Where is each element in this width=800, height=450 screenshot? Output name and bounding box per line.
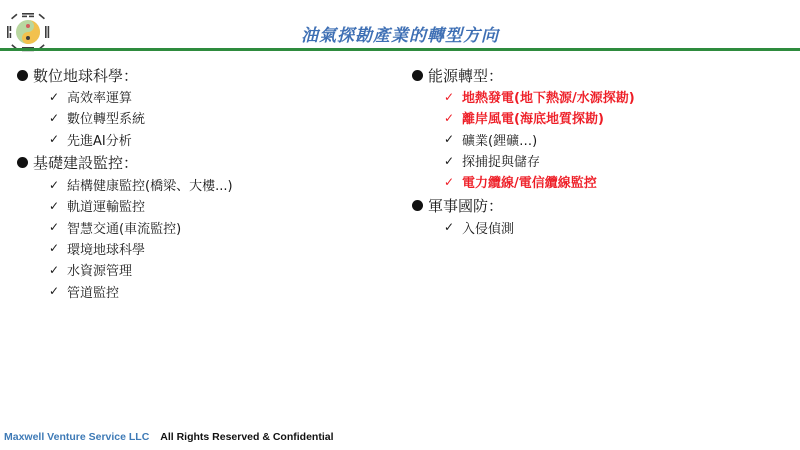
list-item [49,86,377,107]
section [17,64,377,150]
bullet-icon [17,70,28,81]
checkmark-icon: ✓ [444,174,455,189]
section-title [412,194,792,216]
checkmark-icon: ✓ [49,262,60,277]
list-item [49,216,377,237]
list-item [444,107,792,128]
item-list [49,86,377,150]
item-list [444,86,792,192]
section-title [17,152,377,174]
list-item-text: 高效率運算 [67,91,133,107]
bullet-icon [17,157,28,168]
list-item [49,280,377,301]
footer-brand: Maxwell Venture Service LLC [4,431,150,443]
checkmark-icon: ✓ [49,89,60,104]
list-item-text: 結構健康監控(橋梁、大樓...) [67,179,233,195]
taiji-trigram-logo-icon [6,12,50,52]
list-item-text: 軌道運輸監控 [67,200,146,216]
list-item [49,174,377,195]
section-title-text: 基礎建設監控： [33,154,139,173]
item-list [444,216,792,237]
list-item [49,195,377,216]
section-title-text: 能源轉型： [428,66,504,85]
right-column [412,64,792,240]
list-item [49,129,377,150]
list-item-text: 先進AI分析 [67,133,132,149]
checkmark-icon: ✓ [49,177,60,192]
page-title: 油氣探勘產業的轉型方向 [301,26,499,46]
title-divider [0,48,800,51]
list-item-text: 智慧交通(車流監控) [67,221,182,237]
list-item-text: 探捕捉與儲存 [462,155,541,171]
list-item [444,216,792,237]
list-item [444,86,792,107]
bullet-icon [412,70,423,81]
checkmark-icon: ✓ [444,153,455,168]
footer [4,431,334,443]
checkmark-icon: ✓ [49,132,60,147]
section-title-text: 軍事國防： [428,196,504,215]
section [412,64,792,192]
checkmark-icon: ✓ [49,110,60,125]
section-title [412,64,792,86]
list-item [444,129,792,150]
checkmark-icon: ✓ [444,110,455,125]
list-item-text: 數位轉型系統 [67,112,146,128]
checkmark-icon: ✓ [444,132,455,147]
list-item-text: 礦業(鋰礦…) [462,133,538,149]
list-item-text: 電力纜線/電信纜線監控 [462,176,597,192]
list-item-text: 離岸風電(海底地質探勘) [462,112,604,128]
item-list [49,174,377,302]
list-item-text: 入侵偵測 [462,221,515,237]
section-title-text: 數位地球科學： [33,66,139,85]
list-item [49,259,377,280]
footer-rights: All Rights Reserved & Confidential [160,431,334,443]
checkmark-icon: ✓ [49,241,60,256]
bullet-icon [412,200,423,211]
list-item-text: 環境地球科學 [67,242,146,258]
list-item [444,171,792,192]
list-item-text: 管道監控 [67,285,120,301]
checkmark-icon: ✓ [49,198,60,213]
left-column [17,64,377,304]
list-item-text: 水資源管理 [67,264,133,280]
list-item [444,150,792,171]
list-item [49,107,377,128]
checkmark-icon: ✓ [49,220,60,235]
checkmark-icon: ✓ [49,284,60,299]
header [0,6,800,46]
checkmark-icon: ✓ [444,89,455,104]
list-item-text: 地熱發電(地下熱源/水源探勘) [462,91,635,107]
section [17,152,377,302]
section-title [17,64,377,86]
list-item [49,238,377,259]
section [412,194,792,237]
checkmark-icon: ✓ [444,220,455,235]
